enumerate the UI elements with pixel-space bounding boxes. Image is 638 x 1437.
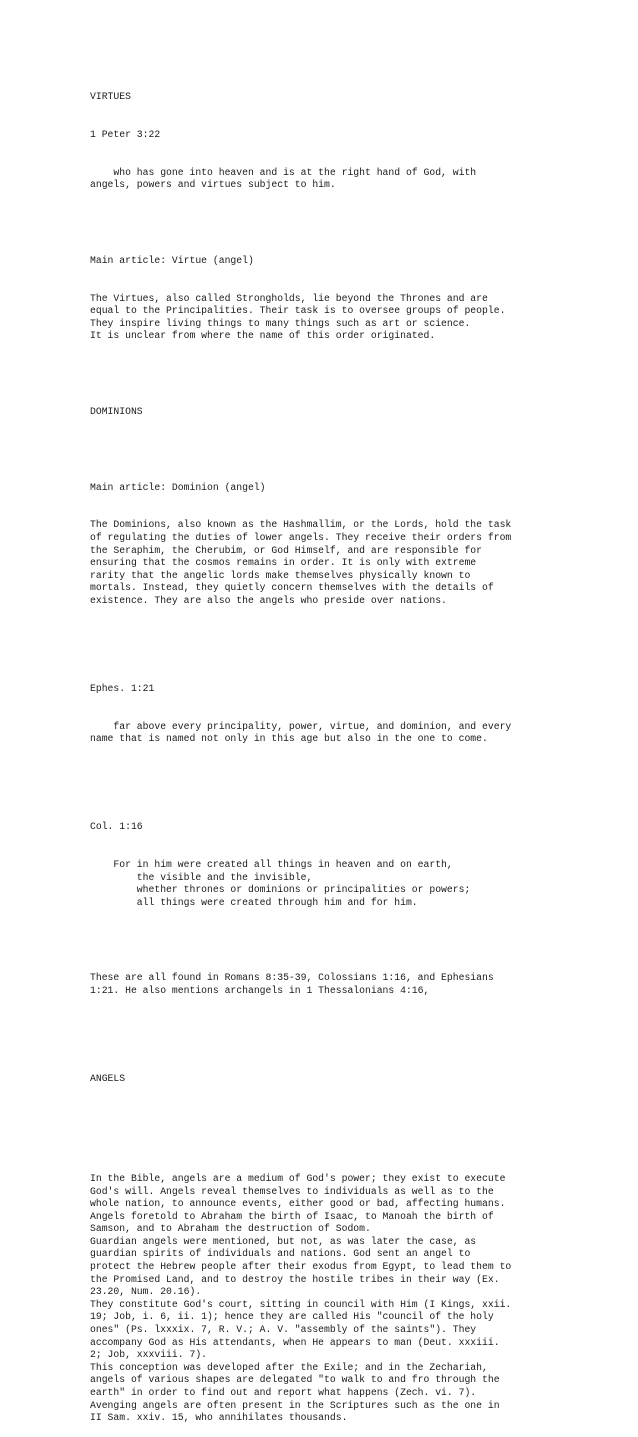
angels-heading: ANGELS	[90, 1072, 126, 1084]
virtues-body: The Virtues, also called Strongholds, lie beyond the Thrones and are equal to the Principalities. Their task is to oversee groups of people. They inspire living things to many things such as art or science. It is unclear from where the name of this order originated.	[90, 292, 506, 342]
ephesians-verse: far above every principality, power, virtue, and dominion, and every name that is named not only in this age but also in the one to come.	[90, 720, 512, 745]
colossians-ref: Col. 1:16	[90, 821, 143, 833]
summary-paragraph: These are all found in Romans 8:35-39, Colossians 1:16, and Ephesians 1:21. He also mentions archangels in 1 Thessalonians 4:16,	[90, 972, 494, 996]
virtues-heading: VIRTUES	[90, 91, 131, 103]
document-page	[90, 66, 610, 1437]
virtues-scripture-ref: 1 Peter 3:22	[90, 128, 161, 140]
angels-body: In the Bible, angels are a medium of God's power; they exist to execute God's will. Angels reveal themselves to individuals as well as to the whole nation, to announce events, either good or bad, affecting humans. Angels foretold to Abraham the birth of Isaac, to Manoah the birth of Samson, and to Abraham the destruction of Sodom. Guardian angels were mentioned, but not, as was later the case, as guardian spirits of individuals and nations. God sent an angel to protect the Hebrew people after their exodus from Egypt, to lead them to the Promised Land, and to destroy the hostile tribes in their way (Ex. 23.20, Num. 20.16). They constitute God's court, sitting in council with Him (I Kings, xxii. 19; Job, i. 6, ii. 1); hence they are called His "council of the holy ones" (Ps. lxxxix. 7, R. V.; A. V. "assembly of the saints"). They accompany God as His attendants, when He appears to man (Deut. xxxiii. 2; Job, xxxviii. 7). This conception was developed after the Exile; and in the Zechariah, angels of various shapes are delegated "to walk to and fro through the earth" in order to find out and report what happens (Zech. vi. 7). Avenging angels are often present in the Scriptures such as the one in II Sam. xxiv. 15, who annihilates thousands.	[90, 1172, 512, 1424]
dominions-heading: DOMINIONS	[90, 406, 143, 418]
virtues-main-article: Main article: Virtue (angel)	[90, 254, 254, 266]
colossians-verse: For in him were created all things in heaven and on earth, the visible and the invisible, whether thrones or dominions or principalities or powers; all things were created through him and for him.	[113, 859, 471, 908]
virtues-scripture-verse: who has gone into heaven and is at the right hand of God, with angels, powers and virtues subject to him.	[90, 166, 477, 191]
ephesians-ref: Ephes. 1:21	[90, 682, 155, 694]
dominions-main-article: Main article: Dominion (angel)	[90, 481, 266, 493]
dominions-body: The Dominions, also known as the Hashmallim, or the Lords, hold the task of regulating the duties of lower angels. They receive their orders from the Seraphim, the Cherubim, or God Himself, and are responsible for ensuring that the cosmos remains in order. It is only with extreme rarity that the angelic lords make themselves physically known to mortals. Instead, they quietly concern themselves with the details of existence. They are also the angels who preside over nations.	[90, 519, 512, 606]
